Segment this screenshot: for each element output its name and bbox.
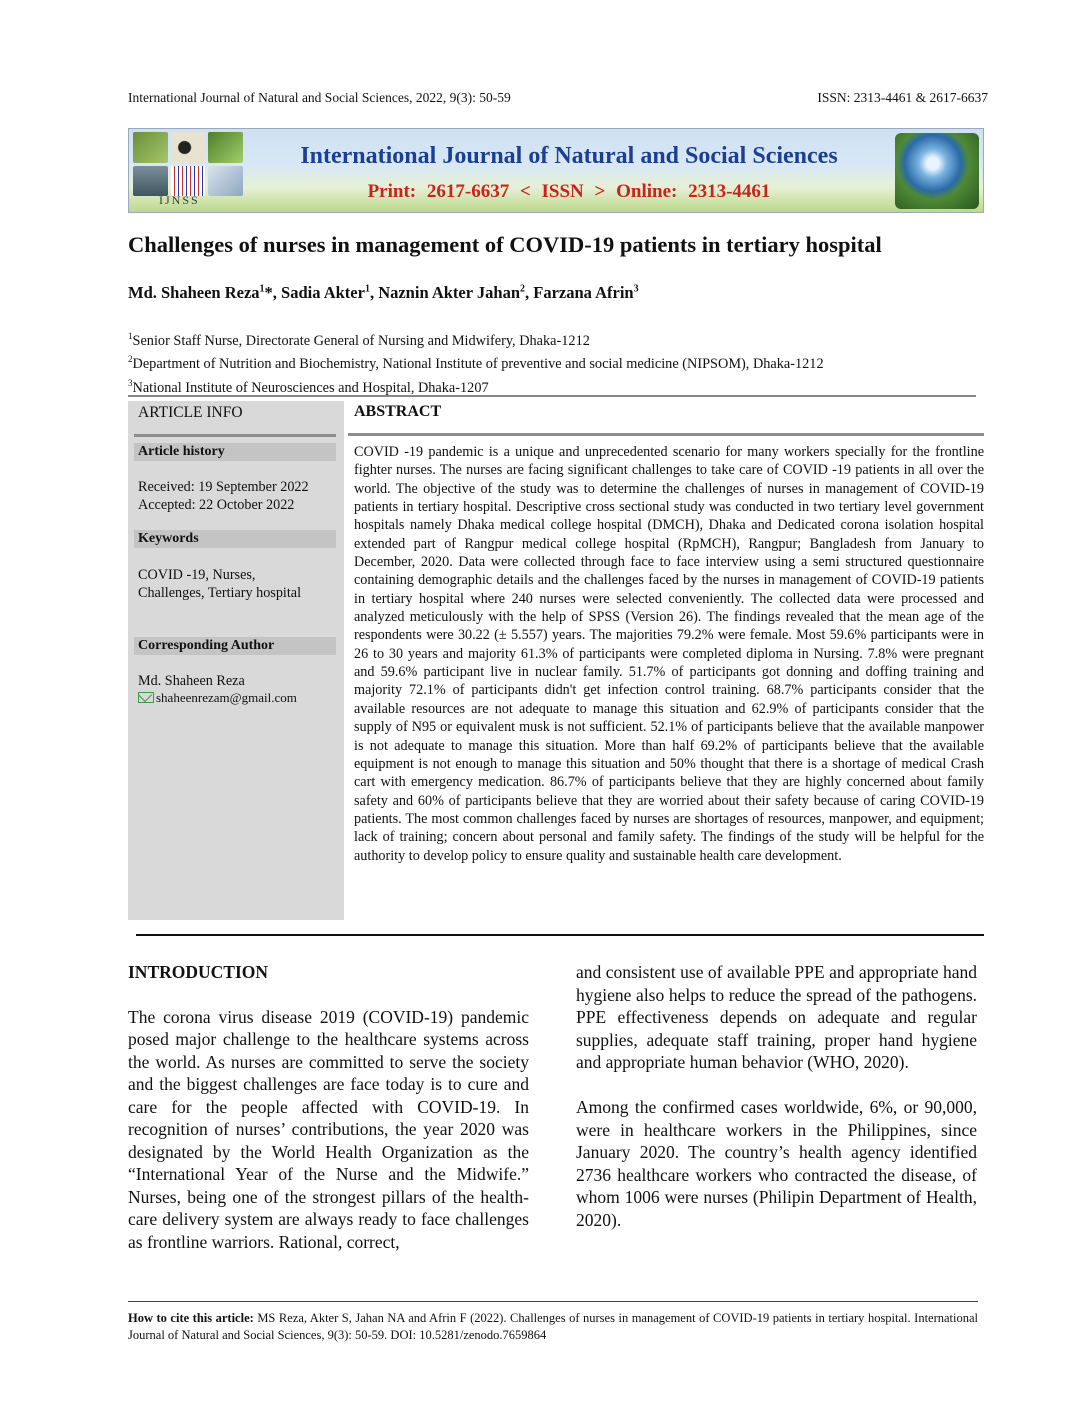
affiliation bbox=[128, 327, 988, 350]
divider bbox=[348, 433, 984, 436]
article-history-label: Article history bbox=[134, 443, 336, 461]
body-left-column bbox=[128, 961, 529, 1253]
author-sup: 1 bbox=[364, 283, 370, 295]
citation-note bbox=[128, 1310, 978, 1344]
body-paragraph: Among the confirmed cases worldwide, 6%, or 90,000, were in healthcare workers in the Philippines, since January 2020. The country’s health agency identified 2736 healthcare workers who contracted the disease, of whom 1006 were nurses (Philipin Department of Health, 2020). bbox=[576, 1097, 977, 1230]
body-paragraph: and consistent use of available PPE and appropriate hand hygiene also helps to reduce the spread of the pathogens. PPE effectiveness depends on adequate and regular supplies, adequate staff training, proper hand hygiene and appropriate human behavior (WHO, 2020). bbox=[576, 962, 977, 1072]
globe-icon bbox=[895, 133, 979, 209]
corresponding-author-name: Md. Shaheen Reza bbox=[138, 673, 245, 689]
affiliation-sup: 2 bbox=[128, 354, 133, 365]
author-name: Sadia Akter bbox=[281, 283, 365, 302]
corresponding-mark: * bbox=[264, 283, 273, 302]
affiliation bbox=[128, 374, 988, 397]
author-name: Naznin Akter Jahan bbox=[378, 283, 520, 302]
divider bbox=[136, 934, 984, 936]
animal-thumbnail bbox=[171, 132, 206, 163]
keywords-label: Keywords bbox=[134, 530, 336, 548]
journal-reference: International Journal of Natural and Social Sciences, 2022, 9(3): 50-59 bbox=[128, 90, 511, 105]
abstract-heading: ABSTRACT bbox=[354, 403, 442, 420]
article-info-panel bbox=[128, 401, 344, 920]
keywords-line: COVID -19, Nurses, bbox=[138, 567, 256, 583]
banner-issn-label: < ISSN > bbox=[519, 181, 606, 202]
divider bbox=[128, 1301, 978, 1302]
body-paragraph: The corona virus disease 2019 (COVID-19) pandemic posed major challenge to the healthcare systems across the world. As nurses are committed to serve the society and the biggest challenges are face today is to cure and care for the people affected with COVID-19. In recognition of nurses’ contributions, the year 2020 was designated by the World Health Organization as the “International Year of the Nurse and the Midwife.” Nurses, being one of the strongest pillars of the health-care delivery system are always ready to face challenges as frontline warriors. Rational, correct, bbox=[128, 1006, 529, 1252]
introduction-heading: INTRODUCTION bbox=[128, 962, 269, 982]
lab-thumbnail bbox=[208, 166, 243, 197]
corresponding-author-label: Corresponding Author bbox=[134, 637, 336, 655]
affiliation bbox=[128, 350, 988, 373]
envelope-icon bbox=[138, 692, 154, 703]
author-name: Farzana Afrin bbox=[533, 283, 634, 302]
banner-print: Print: 2617-6637 bbox=[367, 181, 510, 202]
author-sup: 1 bbox=[259, 283, 265, 295]
citation-text: MS Reza, Akter S, Jahan NA and Afrin F (2022). Challenges of nurses in management of COVID-19 patients in tertiary hospital. International Journal of Natural and Social Sciences, 9(3): 50-59. DOI: 10.5281/zenodo.7659864 bbox=[128, 1311, 979, 1342]
leaf-thumbnail bbox=[208, 132, 243, 163]
author-list: Md. Shaheen Reza$^1$*, Sadia Akter$^1$, Naznin Akter Jahan$^2$, Farzana Afrin$^3$ bbox=[128, 283, 639, 302]
body-right-column bbox=[576, 961, 977, 1231]
article-info-heading: ARTICLE INFO bbox=[138, 404, 243, 421]
author-name: Md. Shaheen Reza bbox=[128, 283, 260, 302]
affiliation-text: National Institute of Neurosciences and Hospital, Dhaka-1207 bbox=[132, 379, 489, 396]
banner-title: International Journal of Natural and Social Sciences bbox=[300, 143, 838, 169]
fish-thumbnail bbox=[133, 166, 168, 197]
corresponding-email-row bbox=[138, 689, 338, 707]
affiliation-sup: 3 bbox=[128, 377, 133, 388]
banner-logo-text: IJNSS bbox=[159, 193, 200, 207]
author-sup: 3 bbox=[633, 283, 639, 295]
paper-title: Challenges of nurses in management of COVID-19 patients in tertiary hospital bbox=[128, 232, 882, 257]
plant-thumbnail bbox=[133, 132, 168, 163]
affiliation-sup: 1 bbox=[128, 331, 133, 341]
divider bbox=[128, 395, 976, 397]
citation-label: How to cite this article: bbox=[128, 1311, 254, 1325]
affiliation-text: Senior Staff Nurse, Directorate General of Nursing and Midwifery, Dhaka-1212 bbox=[132, 332, 590, 349]
banner-online: Online: 2313-4461 bbox=[616, 181, 771, 202]
keywords-line: Challenges, Tertiary hospital bbox=[138, 585, 302, 601]
affiliation-text: Department of Nutrition and Biochemistry, National Institute of preventive and social medicine (NIPSOM), Dhaka-1212 bbox=[132, 356, 824, 373]
issn-header: ISSN: 2313-4461 & 2617-6637 bbox=[817, 90, 988, 105]
abstract-text: COVID -19 pandemic is a unique and unprecedented scenario for many workers specially for the frontline fighter nurses. The nurses are facing significant challenges to take care of COVID -19 patients in all over the world. The objective of the study was to determine the challenges of nurses in management of COVID-19 patients in tertiary hospital. Descriptive cross sectional study was conducted in two tertiary level government hospitals namely Dhaka medical college hospital (DMCH), Dhaka and Dedicated corona isolation hospital extended part of Rangpur medical college hospital (RpMCH), Rangpur; Bangladesh from January to December, 2020. Data were collected through face to face interview using a semi structured questionnaire containing demographic details and the challenges faced by the nurses in management of COVID-19 patients in tertiary hospital where 240 nurses were selected conveniently. The collected data were processed and analyzed meticulously with the help of SPSS (Version 26). The findings revealed that the mean age of the respondents were 30.22 (± 5.557) years. The majorities 79.2% were female. Most 59.6% participants were in 26 to 30 years and majority 61.3% of participants were completed diploma in Nursing. 7.8% were pregnant and 59.6% participant live in nuclear family. 51.7% of participants got donning and doffing training and majority 72.1% of participants didn't get infection control training. 68.7% participants consider that the available resources are not adequate to manage this situation and 62.9% of participants consider that the supply of N95 or equivalent musk is not sufficient. 52.1% of participants believe that the available manpower is not adequate to manage this situation. More than half 69.2% of participants believe that the available equipment is not enough to manage this situation and 50% thought that there is a shortage of medical Crash cart with emergency medication. 86.7% of participants believe that they are highly concerned about family safety and 60% of participants believe that they are worried about their safety because of caring COVID-19 patients. The most common challenges faced by nurses are shortages of resources, manpower, and equipment; lack of training; concern about personal and family safety. The findings of the study will be helpful for the authority to develop policy to ensure quality and sustainable health care development. bbox=[354, 444, 984, 864]
accepted-date: Accepted: 22 October 2022 bbox=[138, 497, 295, 513]
divider bbox=[134, 434, 336, 437]
author-sup: 2 bbox=[520, 283, 525, 295]
affiliations bbox=[128, 327, 988, 397]
dna-thumbnail bbox=[171, 166, 206, 197]
journal-banner bbox=[128, 128, 984, 213]
running-head bbox=[128, 90, 988, 108]
corresponding-email[interactable]: shaheenrezam@gmail.com bbox=[156, 690, 297, 705]
banner-issn-line bbox=[269, 181, 869, 203]
received-date: Received: 19 September 2022 bbox=[138, 479, 309, 495]
